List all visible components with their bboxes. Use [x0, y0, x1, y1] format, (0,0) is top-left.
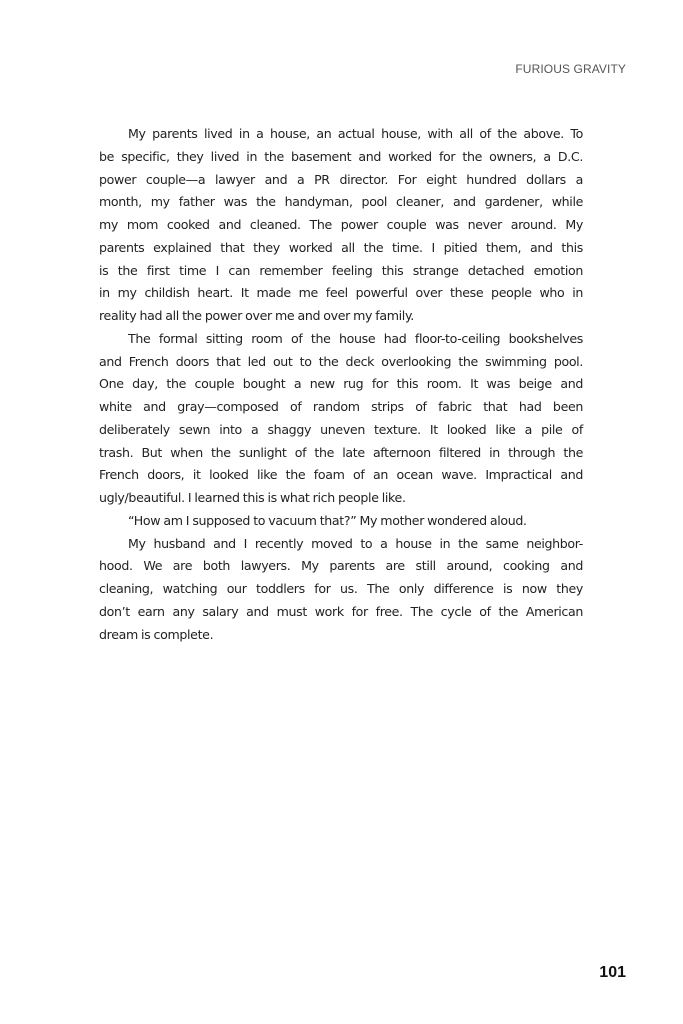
text-line: white and gray—composed of random strips of fabric that had been — [99, 399, 583, 414]
body-text — [99, 123, 583, 646]
text-line: The formal sitting room of the house had floor-to-ceiling bookshelves — [128, 330, 583, 346]
text-line: be specific, they lived in the basement and worked for the owners, a D.C. — [99, 148, 583, 164]
text-line: My husband and I recently moved to a house in the same neighbor- — [128, 535, 583, 551]
text-line: My parents lived in a house, an actual house, with all of the above. To — [128, 126, 583, 141]
text-line: month, my father was the handyman, pool cleaner, and gardener, while — [99, 194, 583, 210]
text-line: my mom cooked and cleaned. The power couple was never around. My — [99, 217, 583, 232]
paragraph — [99, 533, 583, 647]
text-line: parents explained that they worked all the time. I pitied them, and this — [99, 239, 583, 255]
text-line: cleaning, watching our toddlers for us. The only difference is now they — [99, 581, 583, 596]
paragraph — [99, 328, 583, 510]
text-line: power couple—a lawyer and a PR director. For eight hundred dollars a — [99, 171, 583, 187]
running-head-title: FURIOUS GRAVITY — [515, 62, 626, 76]
text-line: One day, the couple bought a new rug for this room. It was beige and — [99, 376, 583, 392]
paragraph — [99, 123, 583, 328]
text-line: in my childish heart. It made me feel powerful over these people who in — [99, 285, 583, 301]
text-line: reality had all the power over me and over my family. — [99, 308, 414, 323]
text-line: and French doors that led out to the deck overlooking the swimming pool. — [99, 353, 583, 369]
text-line: don’t earn any salary and must work for free. The cycle of the American — [99, 603, 583, 619]
text-line: deliberately sewn into a shaggy uneven texture. It looked like a pile of — [99, 421, 583, 437]
text-line: trash. But when the sunlight of the late afternoon filtered in through the — [99, 444, 583, 460]
text-line: dream is complete. — [99, 626, 214, 642]
text-line: “How am I supposed to vacuum that?” My mother wondered aloud. — [128, 512, 527, 528]
text-line: hood. We are both lawyers. My parents are still around, cooking and — [99, 558, 583, 574]
text-line: French doors, it looked like the foam of an ocean wave. Impractical and — [99, 467, 583, 483]
page-number: 101 — [599, 964, 626, 981]
text-line: is the first time I can remember feeling this strange detached emotion — [99, 262, 583, 278]
text-line: ugly/beautiful. I learned this is what rich people like. — [99, 490, 406, 505]
paragraph — [99, 510, 583, 533]
